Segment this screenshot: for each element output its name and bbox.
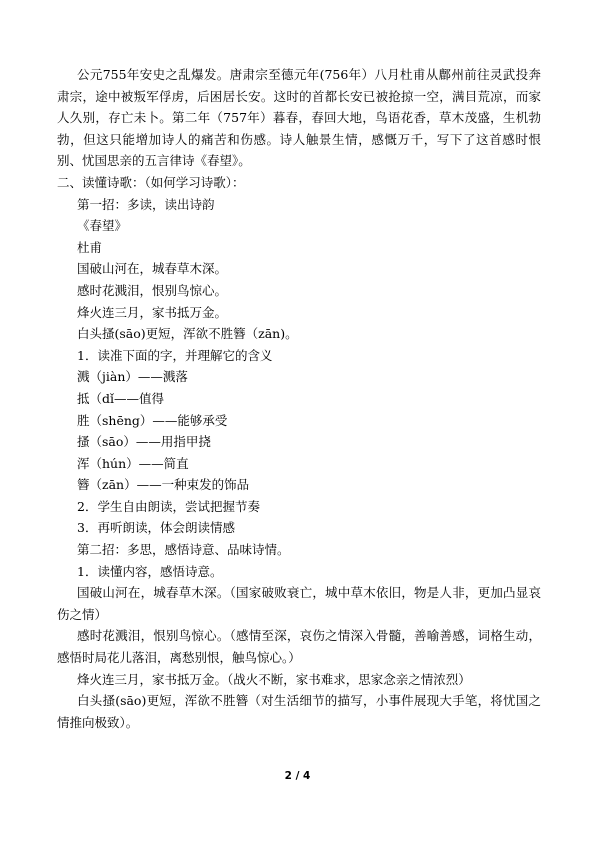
analysis-line-2: 感时花溅泪，恨别鸟惊心。（感情至深，哀伤之情深入骨髓，善喻善感，词格生动，感悟时局花儿落泪，离愁别恨，触鸟惊心。） <box>57 628 541 666</box>
poem-line-4: 白头搔(sāo)更短，浑欲不胜簪（zān)。 <box>77 326 298 342</box>
poem-line-1: 国破山河在，城春草木深。 <box>77 261 228 277</box>
vocab-item-zan: 簪（zān）——一种束发的饰品 <box>77 477 250 493</box>
step1-task-2: 2．学生自由朗读，尝试把握节奏 <box>77 498 260 514</box>
intro-paragraph: 公元755年安史之乱爆发。唐肃宗至德元年(756年）八月杜甫从鄜州前往灵武投奔肃宗，途中被叛军俘虏，后困居长安。这时的首都长安已被抢掠一空，满目荒凉，而家人久别，存亡未卜。第二年（757年）暮春，春回大地，鸟语花香，草木茂盛，生机勃勃，但这只能增加诗人的痛苦和伤感。诗人触景生情，感慨万千，写下了这首感时恨别、忧国思亲的五言律诗《春望》。 <box>57 67 541 169</box>
analysis-line-3: 烽火连三月，家书抵万金。（战火不断，家书难求，思家念亲之情浓烈） <box>77 671 471 687</box>
page-content <box>57 64 541 733</box>
section-title: 二、读懂诗歌：（如何学习诗歌）： <box>57 174 245 190</box>
vocab-item-hun: 浑（hún）——简直 <box>77 455 189 471</box>
step1-task-3: 3．再听朗读，体会朗读情感 <box>77 520 235 536</box>
step1-task-1: 1．读准下面的字，并理解它的含义 <box>77 347 273 363</box>
step1-title: 第一招：多读，读出诗韵 <box>77 196 215 212</box>
vocab-item-di: 抵（dǐ——值得 <box>77 390 164 406</box>
vocab-item-jian: 溅（jiàn）——溅落 <box>77 369 188 385</box>
poem-title: 《春望》 <box>77 218 128 234</box>
poem-author: 杜甫 <box>77 239 103 255</box>
vocab-item-sheng: 胜（shēng）——能够承受 <box>77 412 228 428</box>
step2-title: 第二招：多思，感悟诗意、品味诗情。 <box>77 542 290 558</box>
vocab-item-sao: 搔（sāo）——用指甲挠 <box>77 434 211 450</box>
analysis-line-4: 白头搔(sāo)更短，浑欲不胜簪（对生活细节的描写，小事件展现大手笔，将忧国之情推向极致）。 <box>57 693 541 730</box>
analysis-line-1: 国破山河在，城春草木深。（国家破败衰亡，城中草木依旧，物是人非，更加凸显哀伤之情） <box>57 585 541 622</box>
poem-line-2: 感时花溅泪，恨别鸟惊心。 <box>77 282 228 298</box>
poem-line-3: 烽火连三月，家书抵万金。 <box>77 304 228 320</box>
page-number: 2 / 4 <box>284 770 311 782</box>
step2-task-1: 1．读懂内容，感悟诗意。 <box>77 563 223 579</box>
